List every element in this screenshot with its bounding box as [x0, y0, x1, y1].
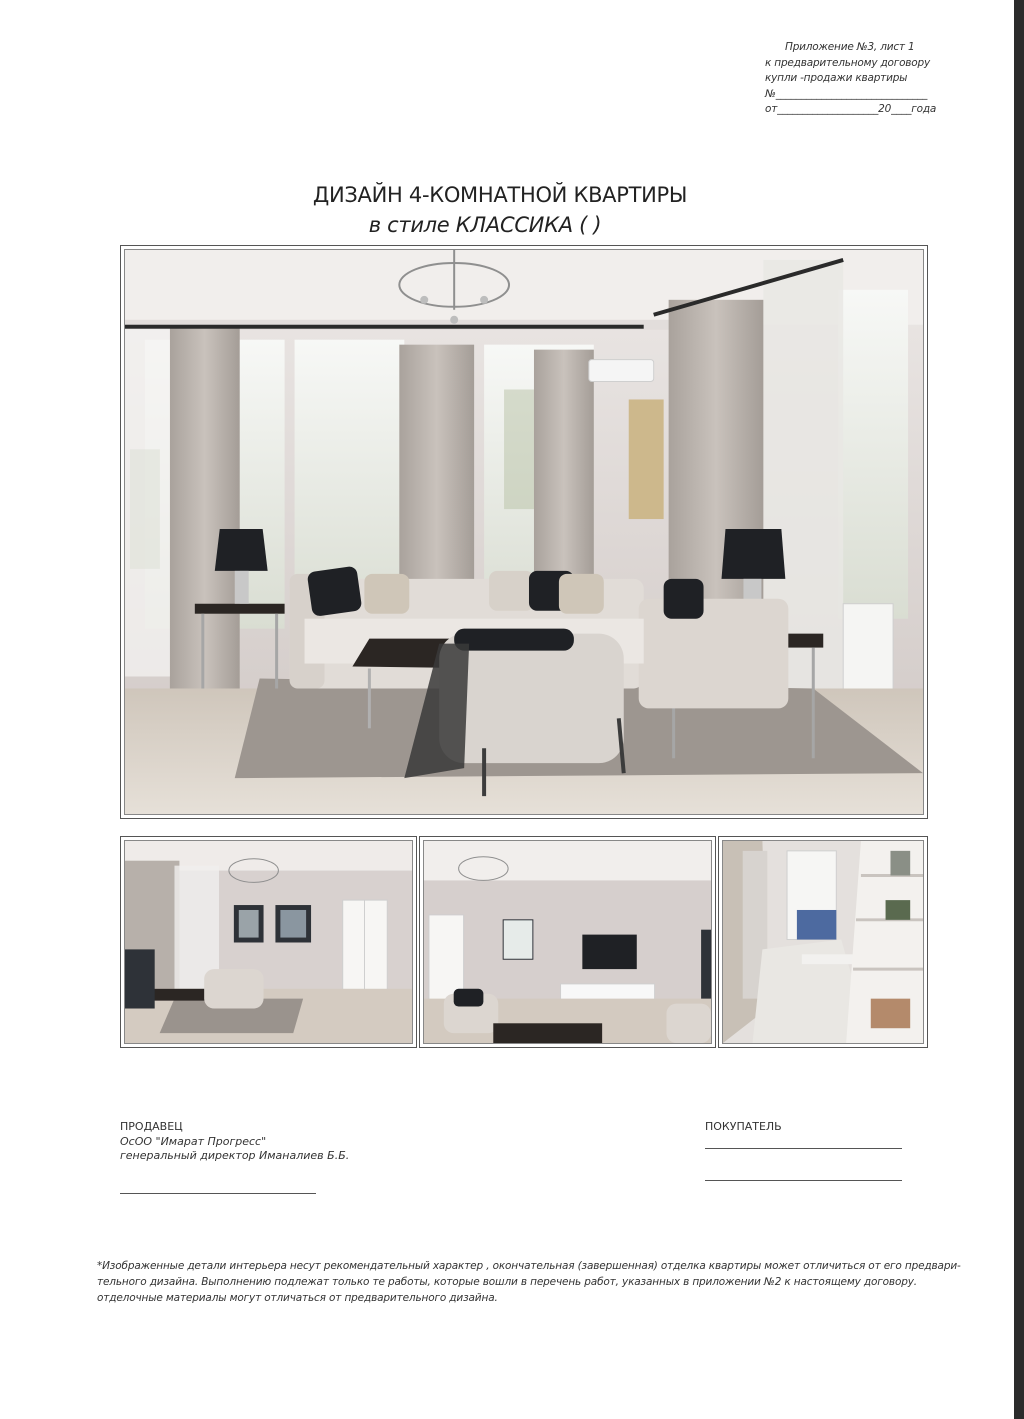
- living-room-image-2: [125, 841, 412, 1043]
- footnote-line-2: тельного дизайна. Выполнению подлежат только те работы, которые вошли в перечень работ, указанных в приложении №2 к настоящему договору.: [97, 1276, 917, 1288]
- thumb-frame-2: [419, 836, 716, 1048]
- buyer-heading: ПОКУПАТЕЛЬ: [705, 1120, 782, 1133]
- living-room-image: [125, 250, 923, 814]
- page-edge: [1014, 0, 1024, 1419]
- living-room-tv-image: [424, 841, 711, 1043]
- thumb-2: [423, 840, 712, 1044]
- title-line-1: ДИЗАЙН 4-КОМНАТНОЙ КВАРТИРЫ: [312, 183, 688, 207]
- thumb-frame-3: [718, 836, 928, 1048]
- footnote-line-1: *Изображенные детали интерьера несут рекомендательный характер , окончательная (завершенная) отделка квартиры может отличиться от его предвари-: [97, 1260, 961, 1272]
- appendix-line-3: купли -продажи квартиры: [765, 72, 908, 84]
- thumb-1: [124, 840, 413, 1044]
- balcony-image: [723, 841, 923, 1043]
- appendix-header: [765, 40, 965, 118]
- seller-company: ОсОО "Имарат Прогресс": [120, 1134, 267, 1148]
- appendix-line-2: к предварительному договору: [765, 56, 930, 69]
- title-line-2: в стиле КЛАССИКА ( ): [368, 213, 602, 237]
- appendix-line-1: Приложение №3, лист 1: [785, 41, 915, 53]
- seller-signature-line: [120, 1193, 316, 1194]
- buyer-line-1: [705, 1148, 902, 1149]
- document-title: [0, 180, 1000, 240]
- seller-block: [120, 1120, 349, 1164]
- footnote-line-3: отделочные материалы могут отличаться от предварительного дизайна.: [97, 1292, 498, 1304]
- main-render: [124, 249, 924, 815]
- main-render-frame: [120, 245, 928, 819]
- appendix-line-5: от____________________20____года: [765, 103, 937, 115]
- buyer-line-2: [705, 1180, 902, 1181]
- footnote: [97, 1258, 961, 1306]
- seller-heading: ПРОДАВЕЦ: [120, 1120, 183, 1133]
- buyer-block: [705, 1120, 782, 1135]
- thumb-frame-1: [120, 836, 417, 1048]
- seller-director: генеральный директор Иманалиев Б.Б.: [120, 1149, 350, 1162]
- appendix-line-4: №______________________________: [765, 87, 928, 100]
- thumb-3: [722, 840, 924, 1044]
